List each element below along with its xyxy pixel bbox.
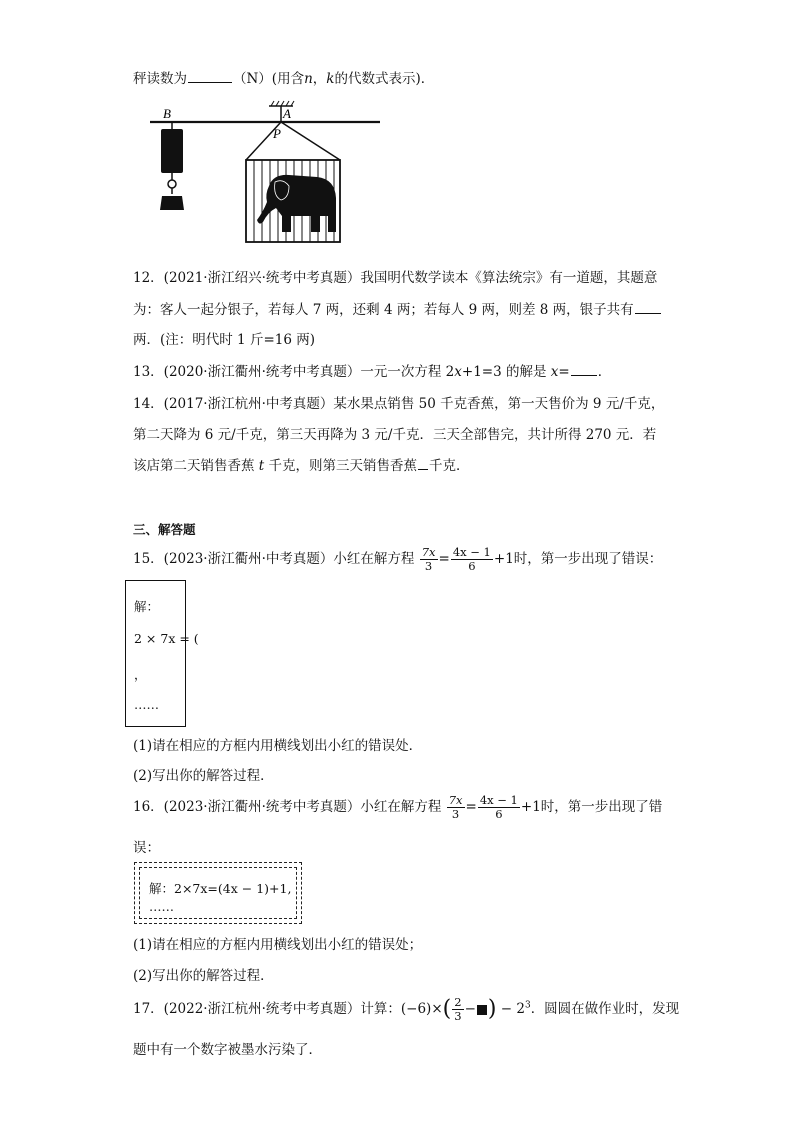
q15-solution-box: [125, 580, 199, 727]
q17-line2: 题中有一个数字被墨水污染了．: [133, 1042, 322, 1058]
q15-sub1: (1)请在相应的方框内用横线划出小红的错误处．: [133, 738, 423, 754]
equation-rhs-fraction: $\frac{4x - 1}{6}$: [479, 793, 518, 821]
answer-blank: [571, 363, 597, 376]
box-line-2: 2 × 7x = (: [134, 631, 199, 646]
q16-solution-box: [134, 862, 302, 924]
box-line-4: ……: [134, 697, 159, 712]
elephant-icon: [257, 175, 336, 232]
answer-blank: [418, 457, 428, 470]
box-line-3: ，: [134, 667, 147, 682]
q14-line1: 14．(2017·浙江杭州·中考真题）某水果点销售 50 千克香蕉，第一天售价为 9 元/千克，: [133, 396, 665, 412]
q15-intro: 15．(2023·浙江衢州·中考真题）小红在解方程 $\frac{7x}{3}$ = $\frac{4x - 1}{6}$ +1时，第一步出现了错误：: [133, 545, 663, 573]
q14-line3: 该店第二天销售香蕉 t 千克，则第三天销售香蕉 千克．: [133, 458, 470, 474]
equation-lhs-fraction: $\frac{7x}{3}$: [421, 545, 436, 573]
q12-line2: 为：客人一起分银子，若每人 7 两，还剩 4 两；若每人 9 两，则差 8 两，银子共有: [133, 298, 662, 318]
q16-sub2: (2)写出你的解答过程．: [133, 968, 274, 984]
lever-elephant-figure: [145, 100, 390, 248]
q15-sub2: (2)写出你的解答过程．: [133, 768, 274, 784]
q11-answer-line: 秤读数为 （N）(用含n，k的代数式表示)．: [133, 71, 435, 87]
q17-line1: 17．(2022·浙江杭州·统考中考真题）计算：(−6)×( $\frac{2}{3}$ − ) − $2^3$．圆圆在做作业时，发现: [133, 995, 680, 1023]
q17-fraction: $\frac{2}{3}$: [454, 995, 462, 1023]
q16-sub1: (1)请在相应的方框内用横线划出小红的错误处；: [133, 937, 423, 953]
spring-scale-icon: [160, 122, 184, 210]
label-b: B: [163, 106, 171, 121]
q14-line2: 第二天降为 6 元/千克，第三天再降为 3 元/千克．三天全部售完，共计所得 270 元．若: [133, 427, 657, 443]
equation-lhs-fraction: $\frac{7x}{3}$: [448, 793, 463, 821]
answer-blank: [188, 70, 232, 83]
q13-line: 13．(2020·浙江衢州·统考中考真题）一元一次方程 2x+1=3 的解是 x= ．: [133, 364, 612, 380]
q16-intro: 16．(2023·浙江衢州·统考中考真题）小红在解方程 $\frac{7x}{3}$ = $\frac{4x - 1}{6}$ +1时，第一步出现了错: [133, 793, 663, 821]
box-line-1: 解：: [134, 599, 160, 614]
box-line-1: 解：2×7x=(4x − 1)+1,: [149, 881, 292, 896]
ink-blot-icon: [477, 1005, 487, 1015]
section-title: 三、解答题: [133, 522, 196, 537]
label-p: P: [273, 126, 281, 141]
equation-rhs-fraction: $\frac{4x - 1}{6}$: [452, 545, 491, 573]
q12-line1: 12．(2021·浙江绍兴·统考中考真题）我国明代数学读本《算法统宗》有一道题，其题意: [133, 270, 658, 286]
q12-line3: 两．(注：明代时 1 斤=16 两): [133, 332, 315, 348]
q16-line2: 误：: [133, 840, 160, 856]
box-line-2: ……: [149, 899, 174, 914]
answer-blank: [635, 301, 661, 314]
label-a: A: [283, 106, 291, 121]
